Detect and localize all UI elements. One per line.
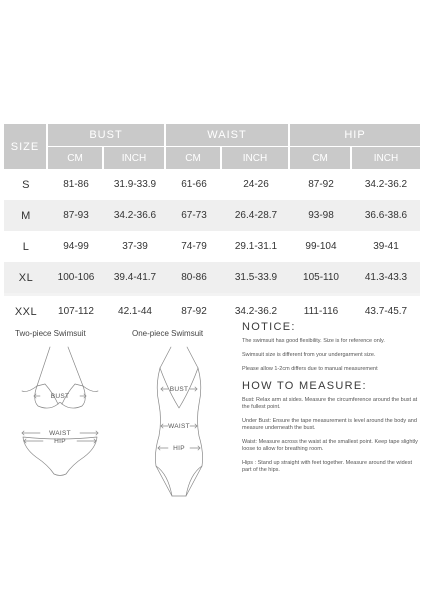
bust-group-header: BUST [48,124,166,147]
table-row [4,169,420,200]
bust-inch-cell: 31.9-33.9 [113,179,157,190]
one-piece-swimsuit-illustration [134,344,224,504]
notice-panel [242,321,420,481]
two-piece-hip-label: HIP [54,438,66,445]
hip-cm-cell: 111-116 [290,293,352,327]
hip-cm-cell: 99-104 [305,241,337,252]
bust-inch-cell: 34.2-36.6 [104,200,166,231]
bust-inch-cell: 42.1-44 [104,293,166,327]
one-piece-title: One-piece Swimsuit [132,329,204,338]
hip-inch-cell: 34.2-36.2 [364,179,408,190]
notice-heading: NOTICE: [242,321,296,333]
bust-cm-cell: 87-93 [48,200,104,231]
size-column-header: SIZE [4,124,48,169]
bust-cm-cell: 81-86 [63,179,89,190]
bust-inch-header: INCH [104,147,166,169]
size-cell: M [4,200,48,231]
hip-inch-cell: 43.7-45.7 [352,293,420,327]
hip-cm-cell: 105-110 [290,262,352,293]
hip-inch-cell: 41.3-43.3 [352,262,420,293]
table-row [4,200,420,231]
bust-inch-cell: 39.4-41.7 [104,262,166,293]
notice-line: Please allow 1-2cm differs due to manual measurement [242,366,378,372]
hip-cm-cell: 87-92 [308,179,334,190]
two-piece-swimsuit-illustration [10,344,110,490]
waist-inch-cell: 34.2-36.2 [222,293,290,327]
notice-line: Swimsuit size is different from your undergarment size. [242,352,376,358]
measure-instruction: Under Bust: Ensure the tape measurement is level around the body and measure underneath the bust. [242,418,417,431]
waist-inch-cell: 31.5-33.9 [222,262,290,293]
bust-inch-cell: 37-39 [122,241,148,252]
hip-cm-cell: 93-98 [290,200,352,231]
waist-cm-cell: 67-73 [166,200,222,231]
waist-cm-cell: 87-92 [166,293,222,327]
bust-cm-header: CM [48,147,104,169]
waist-group-header: WAIST [166,124,290,147]
table-row [4,231,420,262]
waist-inch-cell: 24-26 [243,179,269,190]
one-piece-bust-label: BUST [169,386,189,393]
waist-inch-cell: 29.1-31.1 [234,241,278,252]
bust-cm-cell: 100-106 [48,262,104,293]
two-piece-bust-label: BUST [50,393,70,400]
hip-cm-header: CM [290,147,352,169]
hip-group-header: HIP [290,124,420,147]
one-piece-waist-label: WAIST [168,423,190,430]
measure-instruction: Bust: Relax arm at sides. Measure the circumference around the bust at the fullest point. [242,397,418,410]
measure-instruction: Waist: Measure across the waist at the smallest point. Keep tape slightly loose to allow for breathing room. [242,439,418,452]
two-piece-waist-label: WAIST [49,430,71,437]
size-chart-table [4,124,420,327]
notice-line: The swimsuit has good flexibility. Size is for reference only. [242,338,385,344]
two-piece-title: Two-piece Swimsuit [15,329,86,338]
size-cell: XXL [4,293,48,327]
hip-inch-cell: 36.6-38.6 [352,200,420,231]
bust-cm-cell: 107-112 [48,293,104,327]
waist-inch-cell: 26.4-28.7 [222,200,290,231]
bust-cm-cell: 94-99 [63,241,89,252]
waist-cm-cell: 61-66 [181,179,207,190]
size-cell: L [22,240,30,253]
hip-inch-header: INCH [352,147,420,169]
hip-inch-cell: 39-41 [373,241,399,252]
table-row [4,262,420,293]
measure-instruction: Hips : Stand up straight with feet together. Measure around the widest part of the hips. [242,460,412,473]
size-cell: XL [4,262,48,293]
waist-cm-cell: 74-79 [181,241,207,252]
waist-inch-header: INCH [222,147,290,169]
waist-cm-header: CM [166,147,222,169]
waist-cm-cell: 80-86 [166,262,222,293]
one-piece-hip-label: HIP [173,445,185,452]
how-to-measure-heading: HOW TO MEASURE: [242,380,367,392]
size-cell: S [22,178,30,191]
